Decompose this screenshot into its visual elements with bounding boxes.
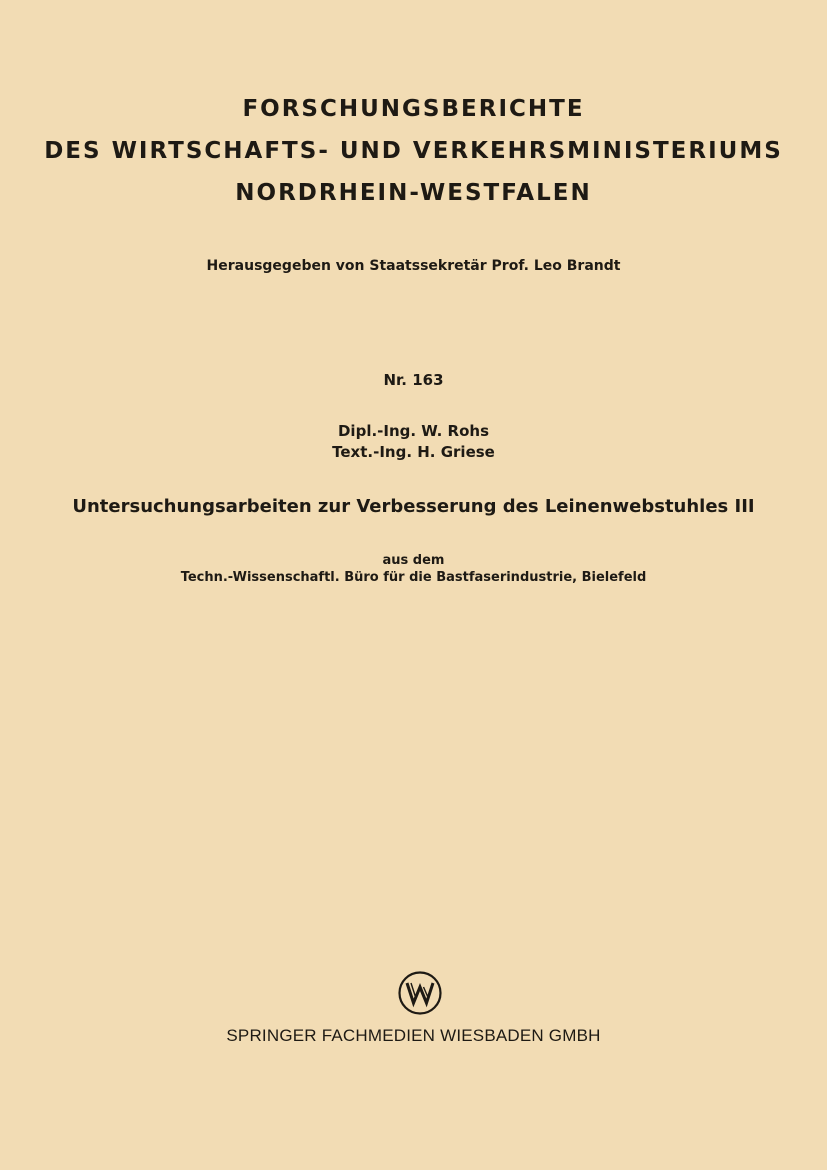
series-title-line-1: FORSCHUNGSBERICHTE: [242, 96, 585, 122]
origin-prefix: aus dem: [382, 553, 445, 568]
springer-w-logo-icon: [397, 970, 443, 1016]
author-1: Dipl.-Ing. W. Rohs: [337, 422, 490, 440]
report-title: Untersuchungsarbeiten zur Verbesserung des Leinenwebstuhles III: [72, 496, 755, 517]
series-title-line-2: DES WIRTSCHAFTS- UND VERKEHRSMINISTERIUMS: [44, 138, 783, 164]
author-2: Text.-Ing. H. Griese: [332, 443, 495, 461]
origin-institution: Techn.-Wissenschaftl. Büro für die Bastfaserindustrie, Bielefeld: [180, 570, 647, 585]
report-number: Nr. 163: [383, 371, 444, 389]
series-title-line-3: NORDRHEIN-WESTFALEN: [235, 180, 592, 206]
editor-line: Herausgegeben von Staatssekretär Prof. Leo Brandt: [206, 258, 621, 274]
publisher-name: SPRINGER FACHMEDIEN WIESBADEN GMBH: [226, 1026, 601, 1045]
